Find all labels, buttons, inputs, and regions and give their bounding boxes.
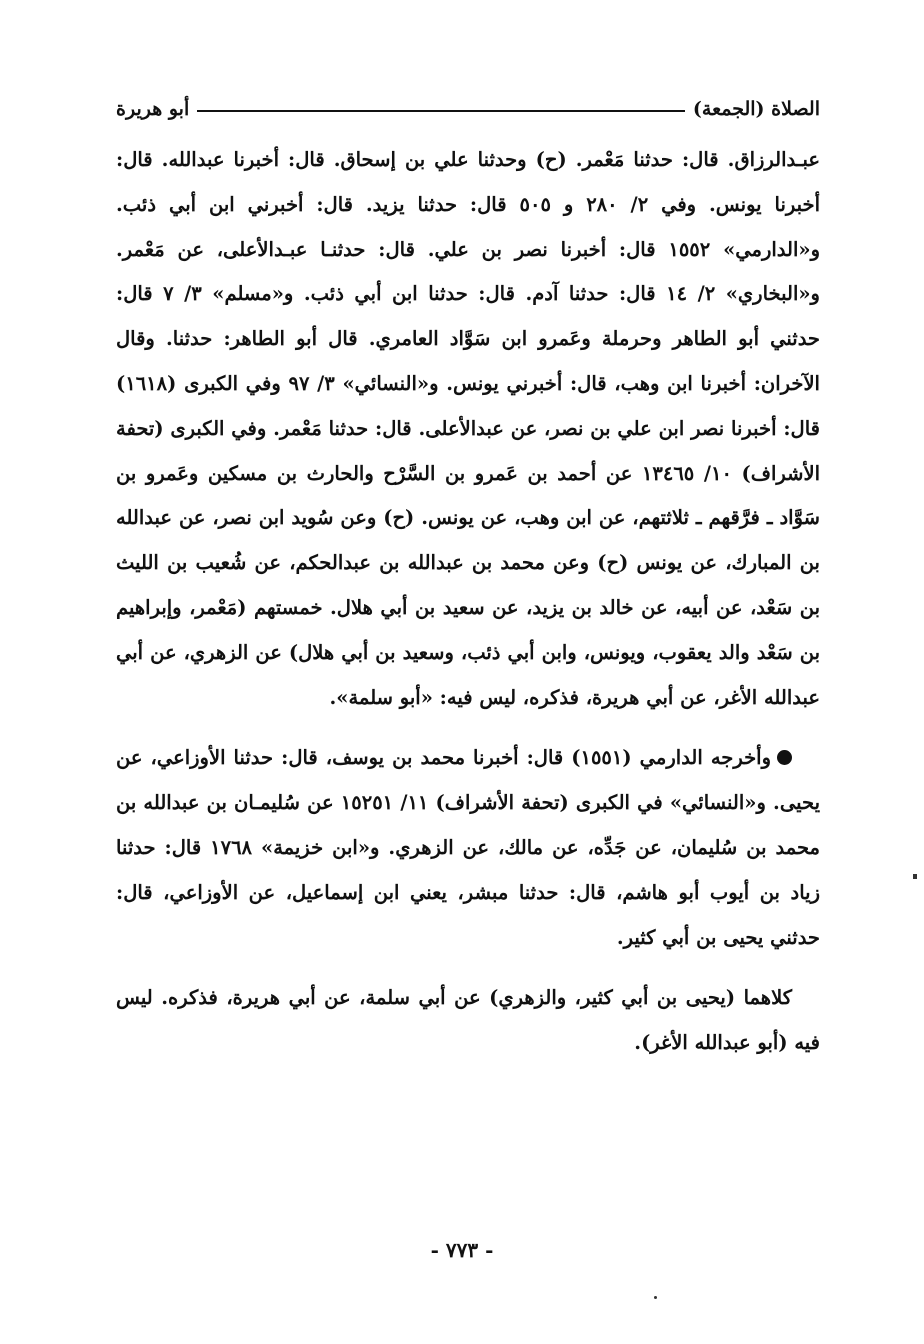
bullet-dot-icon <box>777 750 792 765</box>
paragraph-darimi-takhrij <box>116 736 820 960</box>
narrator-name: أبو هريرة <box>116 98 190 120</box>
section-title: الصلاة (الجمعة) <box>692 98 820 120</box>
paragraph-darimi-text: وأخرجه الدارمي (١٥٥١) قال: أخبرنا محمد بن يوسف، قال: حدثنا الأوزاعي، عن يحيى. و«النسائي» في الكبرى (تحفة الأشراف) ١١/ ١٥٢٥١ عن سُليمـان بن عبدالله بن محمد بن سُليمان، عن جَدِّه، عن مالك، عن الزهري. و«ابن خزيمة» ١٧٦٨ قال: حدثنا زياد بن أيوب أبو هاشم، قال: حدثنا مبشر، يعني ابن إسماعيل، عن الأوزاعي، قال: حدثني يحيى بن أبي كثير. <box>116 746 821 949</box>
header-rule <box>197 110 685 112</box>
paragraph-isnad-chain: عبـدالرزاق. قال: حدثنا مَعْمر. (ح) وحدثنا علي بن إسحاق. قال: أخبرنا عبدالله. قال: أخبرنا يونس. وفي ٢/ ٢٨٠ و ٥٠٥ قال: حدثنا يزيد. قال: أخبرني ابن أبي ذئب. و«الدارمي» ١٥٥٢ قال: أخبرنا نصر بن علي. قال: حدثنـا عبـدالأعلى، عن مَعْمر. و«البخاري» ٢/ ١٤ قال: حدثنا آدم. قال: حدثنا ابن أبي ذئب. و«مسلم» ٣/ ٧ قال: حدثني أبو الطاهر وحرملة وعَمرو ابن سَوَّاد العامري. قال أبو الطاهر: حدثنا. وقال الآخران: أخبرنا ابن وهب، قال: أخبرني يونس. و«النسائي» ٣/ ٩٧ وفي الكبرى (١٦١٨) قال: أخبرنا نصر ابن علي بن نصر، عن عبدالأعلى. قال: حدثنا مَعْمر. وفي الكبرى (تحفة الأشراف) ١٠/ ١٣٤٦٥ عن أحمد بن عَمرو بن السَّرْح والحارث بن مسكين وعَمرو بن سَوَّاد ـ فرَّقهم ـ ثلاثتهم، عن ابن وهب، عن يونس. (ح) وعن سُويد ابن نصر، عن عبدالله بن المبارك، عن يونس (ح) وعن محمد بن عبدالله بن عبدالحكم، عن شُعيب بن الليث بن سَعْد، عن أبيه، عن خالد بن يزيد، عن سعيد بن أبي هلال. خمستهم (مَعْمر، وإبراهيم بن سَعْد والد يعقوب، ويونس، وابن أبي ذئب، وسعيد بن أبي هلال) عن الزهري، عن أبي عبدالله الأغر، عن أبي هريرة، فذكره، ليس فيه: «أبو سلمة». <box>116 148 821 709</box>
running-header <box>116 94 820 124</box>
scan-speck <box>654 1296 657 1299</box>
page-number: - ٧٧٣ - <box>430 1238 494 1262</box>
paragraph-summary: كلاهما (يحيى بن أبي كثير، والزهري) عن أبي سلمة، عن أبي هريرة، فذكره. ليس فيه (أبو عبدالله الأغر). <box>116 986 820 1055</box>
body-text <box>116 138 820 1066</box>
scan-edge-mark <box>913 874 917 879</box>
